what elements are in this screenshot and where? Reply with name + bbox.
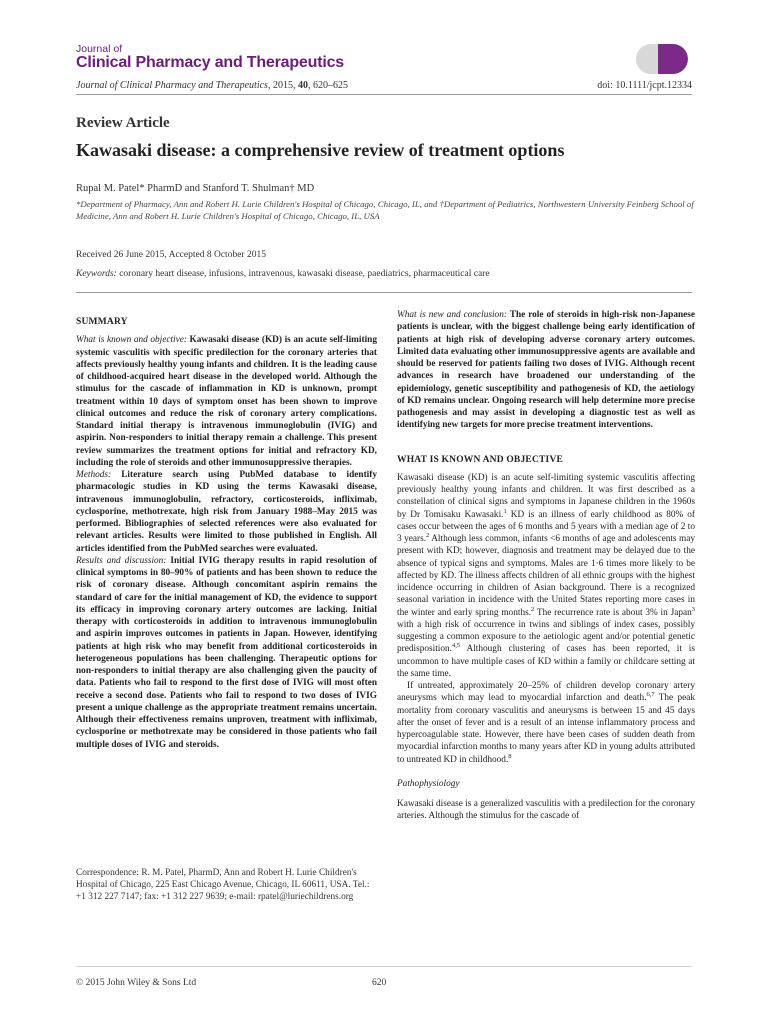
received-dates: Received 26 June 2015, Accepted 8 October 2015	[76, 250, 266, 260]
reference-marker[interactable]: 2	[531, 605, 535, 613]
author-affiliations: *Department of Pharmacy, Ann and Robert H. Lurie Children's Hospital of Chicago, Chicago, IL, and †Department of Pediatrics, Northwestern University Feinberg School of Medicine, Ann and Robert H. Lurie Children's Hospital of Chicago, Chicago, IL, USA	[76, 199, 694, 221]
conclusion-text: The role of steroids in high-risk non-Japanese patients is unclear, with the biggest challenge being early identification of patients at high risk of developing adverse coronary artery outcomes. Limited data evaluating other immunosuppressive agents are available and should be reserved for patients failing two doses of IVIG. Although recent advances in research have broadened our understanding of the epidemiology, genetic susceptibility and pathogenesis of KD, the aetiology of KD remains unclear. Ongoing research will help determine more precise pathogenesis and may assist in developing a diagnostic test as well as identifying new targets for more precise treatment interventions.	[397, 310, 696, 431]
copyright-notice: © 2015 John Wiley & Sons Ltd	[76, 978, 197, 988]
citation-year: , 2015,	[267, 80, 298, 91]
paragraph-text: The recurrence rate is about 3% in Japan	[534, 607, 692, 618]
reference-marker[interactable]: 2	[426, 531, 430, 539]
paragraph-text: with a high risk of occurrence in twins and siblings of index cases, possibly suggesting a common exposure to the aetiologic agent and/or potential genetic predisposition.	[397, 619, 695, 655]
reference-marker[interactable]: 8	[508, 752, 512, 760]
methods-label: Methods:	[76, 470, 112, 480]
summary-column	[76, 316, 377, 751]
reference-marker[interactable]: 6,7	[646, 691, 655, 699]
summary-conclusion	[397, 309, 695, 432]
objective-text: Kawasaki disease (KD) is an acute self-limiting systemic vasculitis with specific predilection for the coronary arteries that affects previously healthy young infants and children. It is the leading cause of childhood-acquired heart disease in the developed world. Although the stimulus for the cascade of inflammation in KD is unknown, prompt treatment within 10 days of symptom onset has been shown to improve clinical outcomes and reduce the risk of coronary artery complications. Standard initial therapy is intravenous immunoglobulin (IVIG) and aspirin. Non-responders to initial therapy remain a challenge. This present review summarizes the treatment options for initial and refractory KD, including the role of steroids and other immunosuppressive therapies.	[76, 335, 377, 468]
body-column	[397, 309, 695, 823]
summary-methods	[76, 469, 377, 555]
journal-logo-title: Clinical Pharmacy and Therapeutics	[76, 54, 344, 71]
citation-volume: 40	[297, 80, 308, 91]
keywords-list: coronary heart disease, infusions, intravenous, kawasaki disease, paediatrics, pharmaceutical care	[116, 269, 490, 279]
citation-journal: Journal of Clinical Pharmacy and Therapeutics	[76, 80, 268, 91]
reference-marker[interactable]: 1	[503, 507, 507, 515]
keywords-divider	[76, 292, 692, 293]
citation-pages: , 620–625	[307, 80, 348, 91]
paragraph-text: KD is an illness of early childhood as 80% of cases occur between the ages of 6 months and 5 years with a median age of 2 to 3 years.	[397, 509, 695, 544]
article-title: Kawasaki disease: a comprehensive review of treatment options	[76, 140, 565, 160]
footer-divider	[76, 966, 692, 967]
header-divider	[76, 94, 692, 95]
journal-logo-icon	[636, 44, 688, 74]
results-label: Results and discussion:	[76, 555, 167, 566]
body-paragraph	[397, 680, 695, 766]
keywords-line	[76, 269, 490, 279]
reference-marker[interactable]: 3	[691, 605, 695, 613]
paragraph-text: Although less common, infants <6 months of age and adolescents may present with KD; however, diagnosis and treatment may be delayed due to the absence of typical signs and symptoms. Males are 1·6 times more likely to be affected by KD. The illness affects children of all ethnic groups with the highest incidence occurring in children of Asian background. There is a recognized seasonal variation in incidence with the United States reporting more cases in the winter and early spring months.	[397, 534, 695, 618]
citation-line	[76, 80, 348, 91]
section-heading: WHAT IS KNOWN AND OBJECTIVE	[397, 454, 564, 465]
summary-objective	[76, 334, 377, 469]
doi-link[interactable]: doi: 10.1111/jcpt.12334	[597, 80, 692, 91]
results-text: Initial IVIG therapy results in rapid resolution of clinical symptoms in 80–90% of patients and has been shown to reduce the risk of coronary disease. Although concomitant aspirin remains the standard of care for the initial management of KD, the evidence to support its efficacy in improving coronary artery outcomes are lacking. Initial therapy with corticosteroids in addition to intravenous immunoglobulin and aspirin improves outcomes in patients in Japan. However, identifying patients at high risk who may benefit from additional corticosteroids in heterogeneous populations has been challenging. Therapeutic options for non-responders to initial therapy are also challenging given the paucity of data. Patients who fail to respond to the first dose of IVIG will most often receive a second dose. Patients who fail to respond to two doses of IVIG present a unique challenge as the appropriate treatment remains uncertain. Although their effectiveness remains unproven, treatment with infliximab, cyclosporine or methotrexate may be considered in those patients who fail multiple doses of IVIG and steroids.	[76, 555, 378, 750]
objective-label: What is known and objective:	[76, 335, 187, 346]
correspondence-note: Correspondence: R. M. Patel, PharmD, Ann and Robert H. Lurie Children's Hospital of Chicago, 225 East Chicago Avenue, Chicago, IL 60611, USA. Tel.: +1 312 227 7147; fax: +1 312 227 9639; e-mail: rpatel@luriechildrens.org	[76, 868, 370, 902]
page-number: 620	[372, 978, 387, 988]
paragraph-text: The peak mortality from coronary vasculitis and aneurysms is between 15 and 45 days after the onset of fever and is a result of an intense inflammatory process and hypercoagulable state. However, there have been cases of sudden death from myocardial infarction months to many years after KD in young adults attributed to untreated KD in childhood.	[397, 693, 695, 765]
reference-marker[interactable]: 4,5	[452, 642, 461, 650]
methods-text: Literature search using PubMed database to identify pharmacologic studies in KD using the terms Kawasaki disease, intravenous immunoglobulin, refractory, corticosteroids, infliximab, cyclosporine, methotrexate, high risk from January 1988–May 2015 was performed. Bibliographies of selected references were also evaluated for relevant articles. Results were limited to those published in English. All articles identified from the PubMed searches were evaluated.	[76, 470, 377, 554]
body-paragraph	[397, 472, 695, 680]
summary-results	[76, 555, 377, 751]
subsection-heading: Pathophysiology	[397, 778, 460, 789]
article-type: Review Article	[76, 115, 170, 131]
paragraph-text: Kawasaki disease (KD) is an acute self-limiting systemic vasculitis affecting previously healthy young infants and children. It was first described as a constellation of clinical signs and symptoms in Japanese children in the 1960s by Dr Tomisaku Kawasaki.	[397, 472, 695, 520]
summary-heading: SUMMARY	[76, 317, 128, 327]
paragraph-text: If untreated, approximately 20–25% of children develop coronary artery aneurysms which may lead to myocardial infarction and death.	[397, 681, 695, 704]
keywords-label: Keywords:	[76, 269, 117, 279]
paragraph-text: Although clustering of cases has been reported, it is uncommon to have multiple cases of KD within a family or childcare setting at the same time.	[397, 644, 695, 679]
body-paragraph: Kawasaki disease is a generalized vasculitis with a predilection for the coronary arteries. Although the stimulus for the cascade of	[397, 799, 695, 822]
author-list: Rupal M. Patel* PharmD and Stanford T. Shulman† MD	[76, 183, 315, 194]
conclusion-label: What is new and conclusion:	[397, 310, 507, 320]
journal-logo-subtitle: Journal of	[76, 43, 123, 55]
